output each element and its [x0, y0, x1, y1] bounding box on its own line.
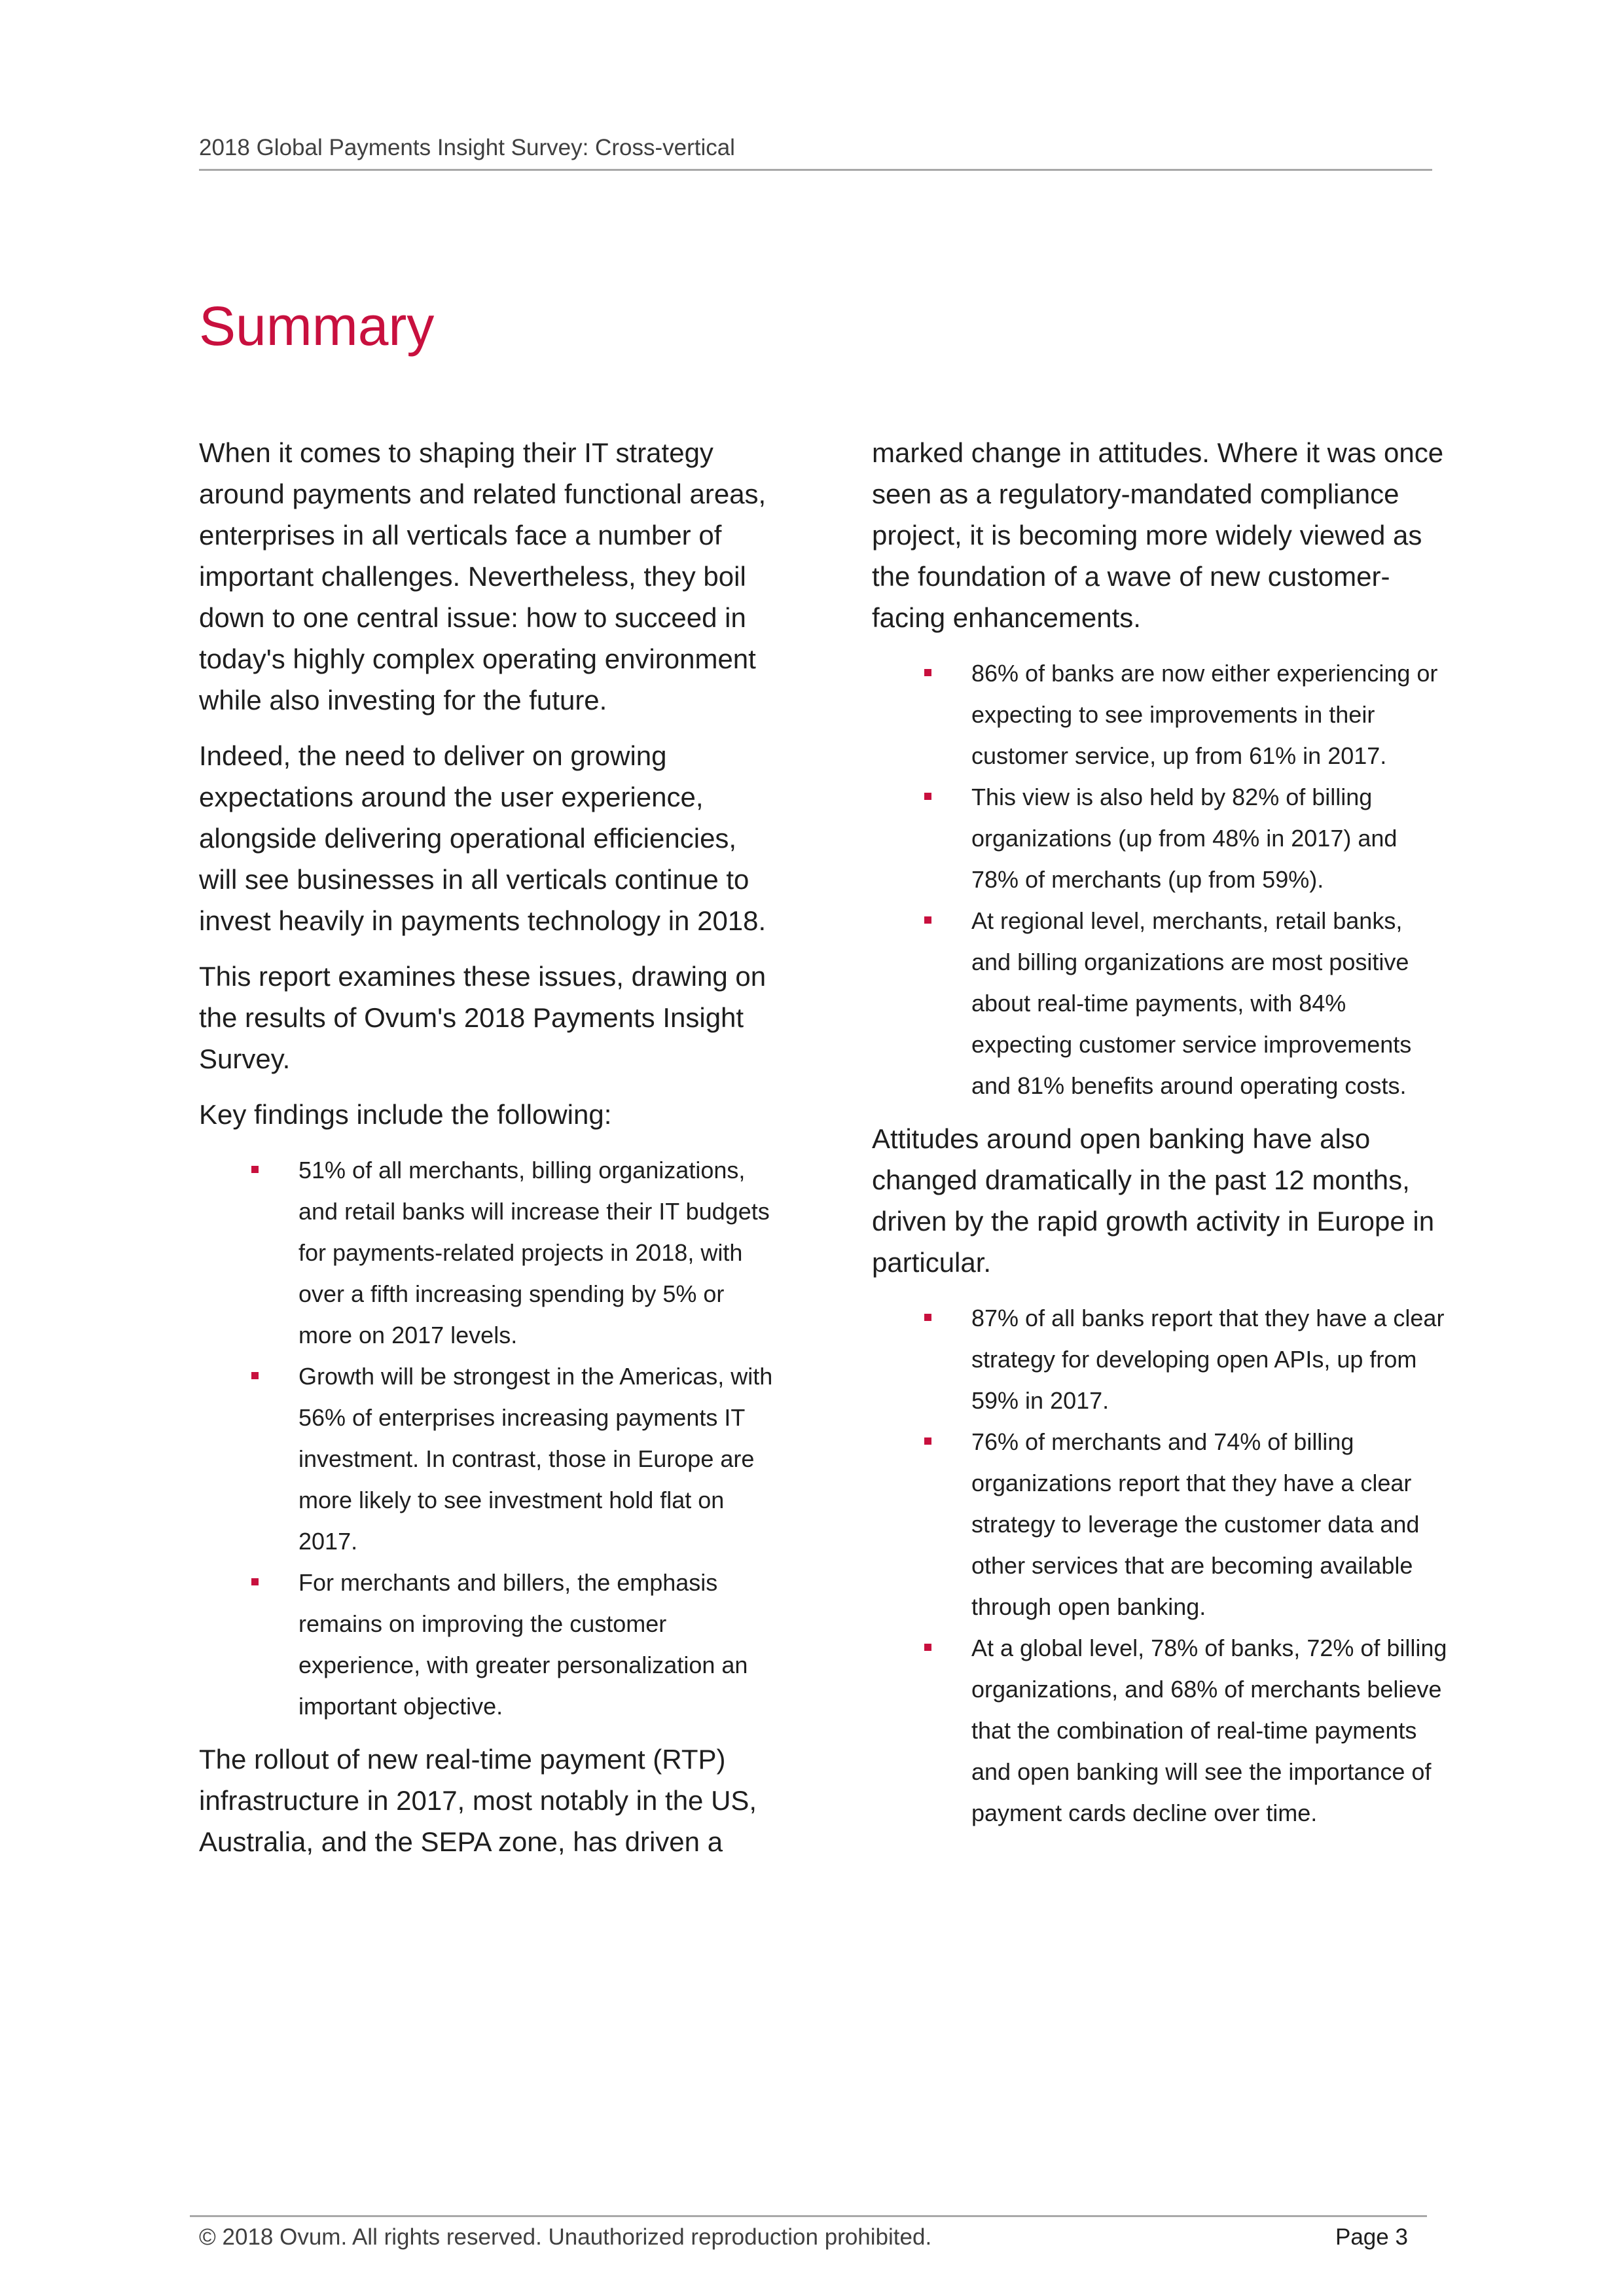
list-item-text: This view is also held by 82% of billing organizations (up from 48% in 2017) and 78% of merchants (up from 59%). [971, 784, 1398, 893]
copyright-notice: © 2018 Ovum. All rights reserved. Unauthorized reproduction prohibited. [199, 2224, 932, 2250]
rtp-findings-list [872, 653, 1448, 1106]
section-title: Summary [199, 295, 435, 357]
paragraph: Indeed, the need to deliver on growing expectations around the user experience, alongside delivering operational efficiencies, will see businesses in all verticals continue to invest heavily in payments technology in 2018. [199, 740, 767, 936]
header-divider [199, 169, 1432, 171]
paragraph: When it comes to shaping their IT strategy around payments and related functional areas, enterprises in all verticals face a number of important challenges. Nevertheless, they boil down to one central issue: how to succeed in today's highly complex operating environment while also investing for the future. [199, 437, 767, 715]
page-number: Page 3 [1335, 2224, 1408, 2250]
list-item-text: 86% of banks are now either experiencing or expecting to see improvements in their customer service, up from 61% in 2017. [971, 660, 1438, 769]
list-item [199, 1149, 775, 1356]
list-item-text: 76% of merchants and 74% of billing organizations report that they have a clear strategy to leverage the customer data and other services that are becoming available through open banking. [971, 1428, 1420, 1620]
square-bullet-icon [924, 916, 931, 924]
key-findings-list [199, 1149, 775, 1727]
square-bullet-icon [251, 1372, 259, 1379]
list-item-text: 87% of all banks report that they have a clear strategy for developing open APIs, up from 59% in 2017. [971, 1305, 1445, 1414]
square-bullet-icon [924, 1314, 931, 1321]
list-item-text: At regional level, merchants, retail banks, and billing organizations are most positive about real-time payments, with 84% expecting customer service improvements and 81% benefits around operating costs. [971, 907, 1412, 1099]
paragraph: This report examines these issues, drawing on the results of Ovum's 2018 Payments Insight Survey. [199, 961, 767, 1074]
paragraph: Attitudes around open banking have also changed dramatically in the past 12 months, driven by the rapid growth activity in Europe in particular. [872, 1123, 1435, 1278]
footer-divider [190, 2215, 1427, 2217]
running-header: 2018 Global Payments Insight Survey: Cross-vertical [199, 135, 735, 160]
open-banking-findings-list [872, 1297, 1448, 1834]
right-column [872, 432, 1448, 1845]
square-bullet-icon [924, 1437, 931, 1445]
list-item [872, 900, 1448, 1106]
left-column [199, 432, 775, 1877]
list-item-text: At a global level, 78% of banks, 72% of billing organizations, and 68% of merchants believe that the combination of real-time payments and open banking will see the importance of payment cards decline over time. [971, 1635, 1447, 1826]
square-bullet-icon [251, 1578, 259, 1585]
square-bullet-icon [924, 669, 931, 676]
list-item-text: For merchants and billers, the emphasis remains on improving the customer experience, with greater personalization an important objective. [298, 1569, 748, 1720]
paragraph: marked change in attitudes. Where it was once seen as a regulatory-mandated compliance project, it is becoming more widely viewed as the foundation of a wave of new customer-facing enhancements. [872, 437, 1444, 633]
list-item [872, 653, 1448, 776]
square-bullet-icon [924, 1644, 931, 1651]
square-bullet-icon [924, 793, 931, 800]
list-item-text: Growth will be strongest in the Americas, with 56% of enterprises increasing payments IT investment. In contrast, those in Europe are more likely to see investment hold flat on 2017. [298, 1363, 773, 1555]
list-item [199, 1562, 775, 1727]
list-item [872, 776, 1448, 900]
list-item-text: 51% of all merchants, billing organizations, and retail banks will increase their IT budgets for payments-related projects in 2018, with over a fifth increasing spending by 5% or more on 2017 levels. [298, 1157, 770, 1348]
list-item [199, 1356, 775, 1562]
paragraph: Key findings include the following: [199, 1099, 612, 1130]
paragraph: The rollout of new real-time payment (RTP) infrastructure in 2017, most notably in the US, Australia, and the SEPA zone, has driven a [199, 1744, 757, 1857]
list-item [872, 1627, 1448, 1834]
list-item [872, 1421, 1448, 1627]
list-item [872, 1297, 1448, 1421]
square-bullet-icon [251, 1166, 259, 1173]
